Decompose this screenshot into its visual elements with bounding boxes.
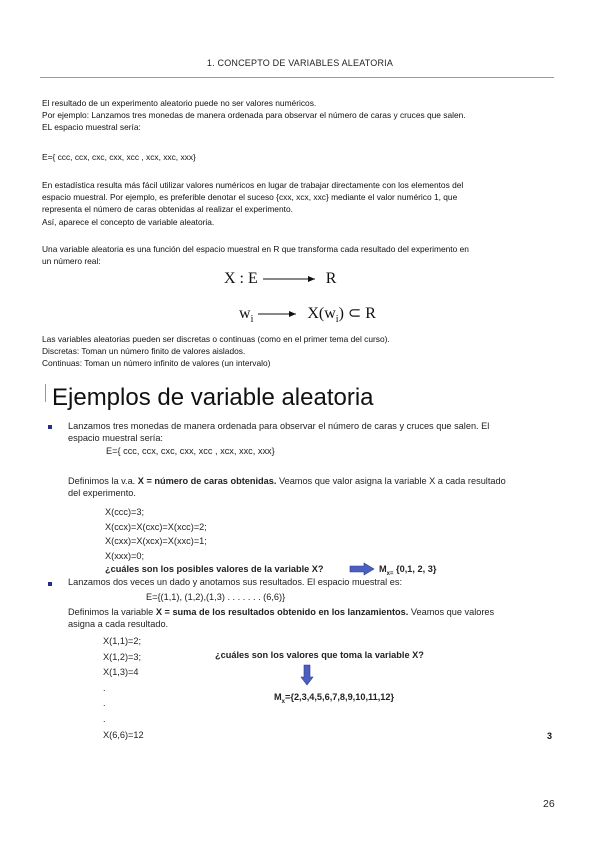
- ex2-def-text3: asigna a cada resultado.: [68, 619, 169, 629]
- formula2-paren: ): [338, 305, 344, 322]
- ex1-value-line: X(xxx)=0;: [105, 550, 145, 561]
- ex2-value-line: X(1,2)=3;: [103, 651, 142, 662]
- slide-title: Ejemplos de variable aleatoria: [52, 384, 374, 411]
- ex2-answer-sub: x: [281, 698, 285, 705]
- definition-line: Una variable aleatoria es una función del espacio muestral en R que transforma cada resultado del experimento en: [42, 244, 469, 254]
- ex1-definition: [68, 475, 506, 499]
- ex2-value-line: .: [103, 682, 106, 693]
- intro-line: EL espacio muestral sería:: [42, 122, 141, 133]
- ex2-value-line: .: [103, 698, 106, 709]
- long-arrow-icon: [258, 308, 302, 320]
- slide-edge-mark: [45, 384, 46, 402]
- ex1-intro-line: Lanzamos tres monedas de manera ordenada para observar el número de caras y cruces que salen. El: [68, 421, 490, 431]
- down-arrow-icon: [300, 664, 314, 686]
- slide-number: 3: [547, 731, 553, 741]
- sample-space-text: E={ ccc, ccx, cxc, cxx, xcc , xcx, xxc, xxx}: [42, 152, 196, 162]
- formula2-xw: X(w: [307, 305, 336, 322]
- intro-line: Por ejemplo: Lanzamos tres monedas de manera ordenada para observar el número de caras y cruces que salen.: [42, 110, 466, 121]
- ex1-def-bold: X = número de caras obtenidas.: [137, 476, 277, 486]
- types-line: Las variables aleatorias pueden ser discretas o continuas (como en el primer tema del curso).: [42, 334, 390, 344]
- bullet-icon: [48, 425, 52, 429]
- formula-lhs: X : E: [224, 270, 258, 287]
- ex2-answer: [274, 692, 394, 705]
- ex2-def-text2: Veamos que valores: [408, 607, 495, 617]
- ex2-def-bold: X = suma de los resultados obtenido en los lanzamientos.: [155, 607, 409, 617]
- ex1-def-text2: Veamos que valor asigna la variable X a cada resultado: [276, 476, 506, 486]
- types-line: Discretas: Toman un número finito de valores aislados.: [42, 346, 246, 357]
- ex1-answer-m: M: [379, 564, 387, 574]
- stats-paragraph: [42, 179, 558, 228]
- ex2-value-line: .: [103, 713, 106, 724]
- formula2-subset: ⊂ R: [347, 305, 376, 322]
- ex1-def-text: Definimos la v.a.: [68, 476, 138, 486]
- ex2-answer-set: ={2,3,4,5,6,7,8,9,10,11,12}: [285, 692, 395, 702]
- types-line: Continuas: Toman un número infinito de valores (un intervalo): [42, 358, 271, 369]
- ex1-value-line: X(cxx)=X(xcx)=X(xxc)=1;: [105, 536, 207, 546]
- ex2-answer-m: M: [274, 692, 282, 702]
- formula-function: [224, 270, 336, 288]
- ex1-question: ¿cuáles son los posibles valores de la variable X?: [105, 564, 324, 574]
- ex2-value-line: X(1,3)=4: [103, 667, 139, 678]
- definition-line: un número real:: [42, 256, 101, 267]
- ex2-value-line: X(1,1)=2;: [103, 636, 142, 646]
- formula-rhs: R: [325, 270, 337, 287]
- ex2-value-line: X(6,6)=12: [103, 729, 144, 740]
- ex2-values: [103, 634, 144, 743]
- ex1-answer: [379, 564, 436, 577]
- header-rule: [40, 77, 554, 78]
- long-arrow-icon: [263, 273, 321, 285]
- stats-line: En estadística resulta más fácil utilizar valores numéricos en lugar de trabajar directamente con los elementos del: [42, 180, 464, 190]
- formula-mapping: [239, 303, 376, 325]
- definition-paragraph: [42, 243, 558, 267]
- stats-line: Así, aparece el concepto de variable aleatoria.: [42, 216, 215, 227]
- sample-space: [42, 151, 558, 163]
- types-paragraph: [42, 333, 558, 370]
- ex2-definition: [68, 606, 494, 630]
- stats-line: espacio muestral. Por ejemplo, es preferible denotar el suceso {cxx, xcx, xxc} mediante el valor numérico 1, que: [42, 192, 458, 203]
- ex1-def-text3: del experimento.: [68, 488, 136, 498]
- ex1-intro: [68, 420, 489, 444]
- formula2-w: w: [239, 305, 251, 322]
- ex1-value-line: X(ccx)=X(cxc)=X(xcc)=2;: [105, 521, 207, 532]
- page-number: 26: [543, 798, 555, 810]
- ex1-answer-set: {0,1, 2, 3}: [393, 564, 437, 574]
- formula2-w-sub: i: [250, 314, 254, 326]
- ex2-space: E={(1,1), (1,2),(1,3) . . . . . . . (6,6)}: [146, 592, 286, 602]
- formula2-xw-sub: i: [335, 314, 339, 326]
- intro-paragraph: [42, 97, 558, 134]
- intro-line: El resultado de un experimento aleatorio puede no ser valores numéricos.: [42, 98, 317, 108]
- ex2-intro: Lanzamos dos veces un dado y anotamos sus resultados. El espacio muestral es:: [68, 577, 402, 587]
- stats-line: representa el número de caras obtenidas al realizar el experimento.: [42, 204, 293, 215]
- bullet-icon: [48, 582, 52, 586]
- ex1-values: [105, 505, 207, 563]
- page-header: 1. CONCEPTO DE VARIABLES ALEATORIA: [206, 58, 394, 68]
- ex2-question: ¿cuáles son los valores que toma la variable X?: [215, 650, 424, 660]
- ex1-intro-line: espacio muestral sería:: [68, 433, 163, 443]
- ex1-space: E={ ccc, ccx, cxc, cxx, xcc , xcx, xxc, xxx}: [106, 446, 275, 456]
- ex2-def-text: Definimos la variable: [68, 607, 156, 617]
- ex1-value-line: X(ccc)=3;: [105, 507, 145, 517]
- ex1-answer-sub: x=: [386, 570, 394, 577]
- right-arrow-icon: [349, 562, 375, 576]
